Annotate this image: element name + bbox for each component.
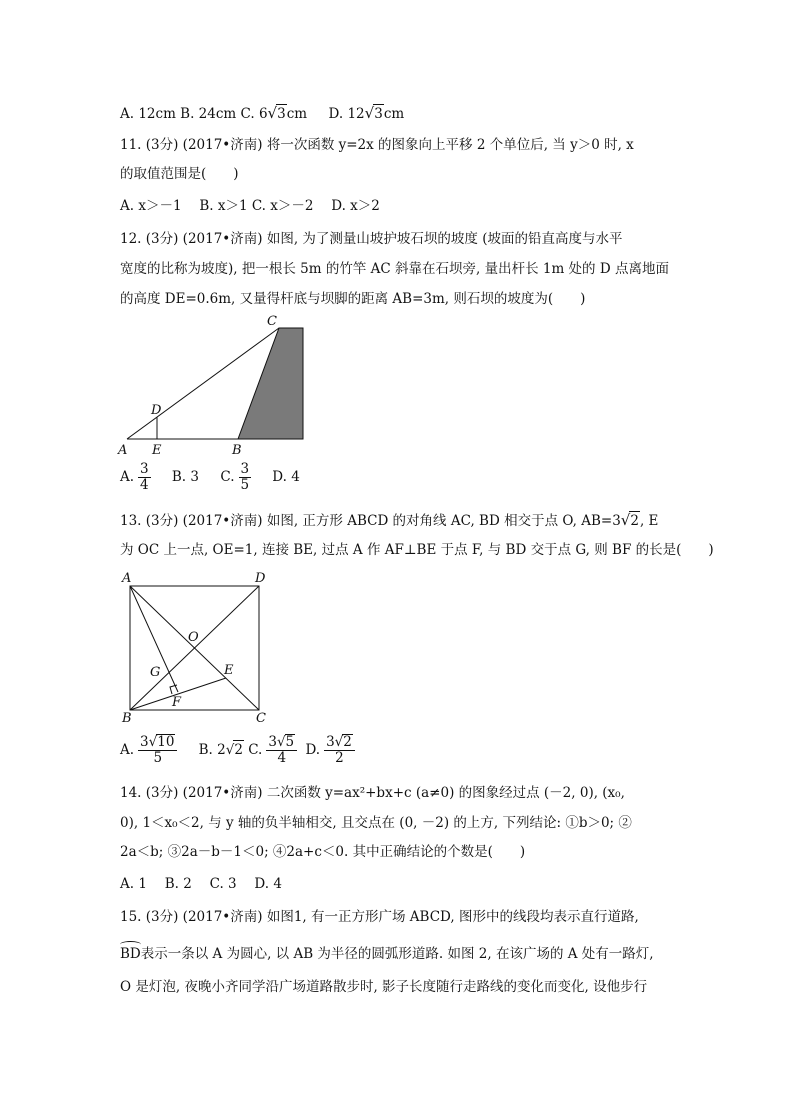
q14-line-2: 0), 1＜x₀＜2, 与 y 轴的负半轴相交, 且交点在 (0, －2) 的上方, 下列结论: ①b＞0; ②: [120, 815, 632, 831]
q11-line-2: 的取值范围是( ): [120, 166, 239, 182]
q10-option-d: D. 12√3cm: [328, 104, 405, 122]
label-f: F: [172, 695, 182, 710]
q10-options: [120, 104, 404, 123]
q14-line-1: 14. (3分) (2017•济南) 二次函数 y=ax²+bx+c (a≠0) 的图象经过点 (－2, 0), (x₀,: [120, 785, 625, 801]
q12-option-d: D. 4: [272, 469, 300, 485]
q13-option-c: C. $\frac{3√5}{4}$: [248, 742, 301, 758]
q11-line-1: 11. (3分) (2017•济南) 将一次函数 y=2x 的图象向上平移 2 个单位后, 当 y＞0 时, x: [120, 137, 634, 153]
q10-option-b: B. 24cm: [180, 106, 237, 122]
q13-line-2: 为 OC 上一点, OE=1, 连接 BE, 过点 A 作 AF⊥BE 于点 F, 与 BD 交于点 G, 则 BF 的长是( ): [120, 542, 714, 558]
label-a: A: [122, 571, 132, 586]
arc-bd-symbol: BD: [120, 946, 141, 962]
q13-option-b: B. 2√2: [198, 741, 243, 758]
label-b: B: [232, 443, 242, 457]
q10-option-c: C. 6√3cm: [240, 104, 308, 122]
q13-options: [120, 734, 359, 766]
label-d: D: [255, 571, 266, 586]
q10-option-a: A. 12cm: [120, 106, 176, 122]
q15-line-3: O 是灯泡, 夜晚小齐同学沿广场道路散步时, 影子长度随行走路线的变化而变化, 设他步行: [120, 979, 648, 995]
q11-options: A. x＞－1 B. x＞1 C. x＞－2 D. x＞2: [120, 198, 380, 214]
q12-line-3: 的高度 DE=0.6m, 又量得杆底与坝脚的距离 AB=3m, 则石坝的坡度为( ): [120, 291, 586, 307]
q13-option-a: A. $\frac{3√10}{5}$: [120, 742, 181, 758]
label-e: E: [224, 663, 234, 678]
q12-option-c: C. $\frac{3}{5}$: [220, 461, 250, 493]
q13-figure: [118, 568, 278, 726]
label-c: C: [256, 711, 266, 726]
q13-line-1: 13. (3分) (2017•济南) 如图, 正方形 ABCD 的对角线 AC, BD 相交于点 O, AB=3√2, E: [120, 511, 659, 529]
q12-option-b: B. 3: [171, 469, 199, 485]
dam-shape: [238, 328, 303, 439]
q13-option-d: D. $\frac{3√2}{2}$: [305, 742, 358, 758]
label-c: C: [267, 314, 277, 329]
q14-line-3: 2a＜b; ③2a－b－1＜0; ④2a+c＜0. 其中正确结论的个数是( ): [120, 844, 526, 860]
label-a: A: [118, 443, 128, 457]
label-b: B: [122, 711, 132, 726]
q12-figure: [115, 312, 315, 457]
q12-option-a: A. $\frac{3}{4}$: [120, 461, 149, 493]
q12-options: [120, 462, 300, 493]
q15-line-1: 15. (3分) (2017•济南) 如图1, 有一正方形广场 ABCD, 图形中的线段均表示直行道路,: [120, 909, 639, 925]
label-e: E: [152, 443, 162, 457]
label-d: D: [151, 403, 162, 418]
q12-line-2: 宽度的比称为坡度), 把一根长 5m 的竹竿 AC 斜靠在石坝旁, 量出杆长 1m 处的 D 点离地面: [120, 261, 669, 277]
label-o: O: [188, 630, 199, 645]
q15-line-2: BD表示一条以 A 为圆心, 以 AB 为半径的圆弧形道路. 如图 2, 在该广场的 A 处有一路灯,: [120, 946, 654, 962]
label-g: G: [150, 665, 161, 680]
q12-line-1: 12. (3分) (2017•济南) 如图, 为了测量山坡护坡石坝的坡度 (坡面的铅直高度与水平: [120, 231, 623, 247]
q14-options: A. 1 B. 2 C. 3 D. 4: [120, 876, 282, 892]
